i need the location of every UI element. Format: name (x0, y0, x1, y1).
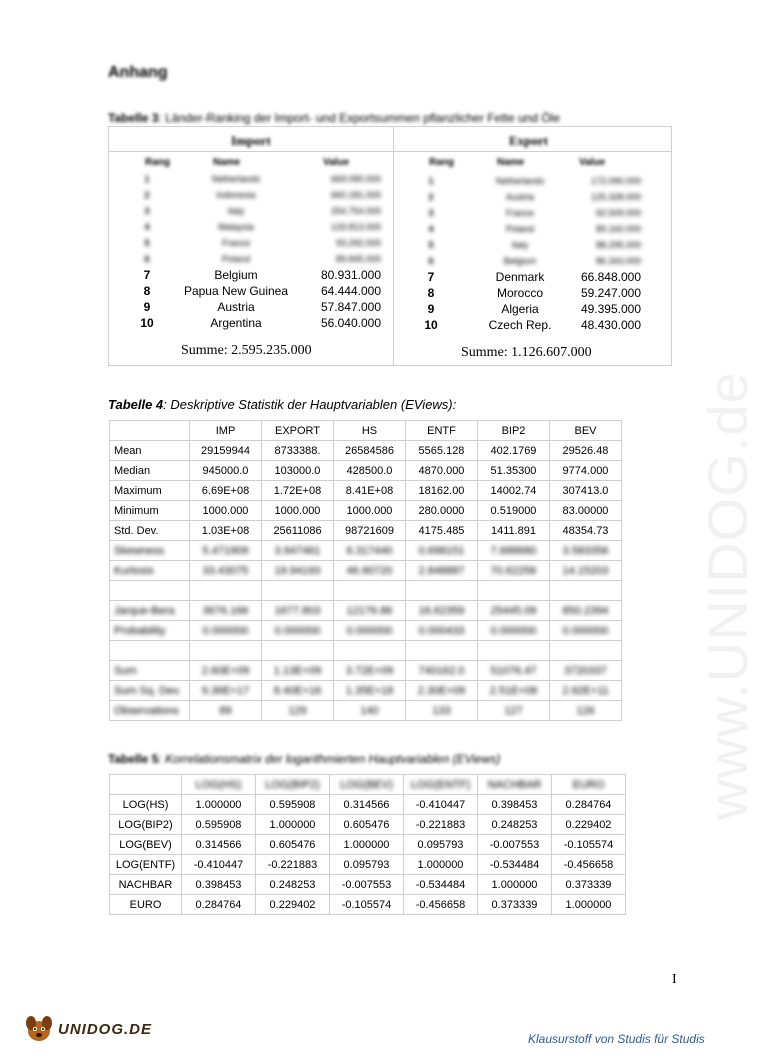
empty-cell (406, 581, 478, 601)
table-cell: 89 (190, 701, 262, 721)
table-row (110, 815, 626, 835)
column-header: LOG(ENTF) (404, 775, 478, 795)
table-cell: 2.92E+11 (550, 681, 622, 701)
table-cell: 0.605476 (256, 835, 330, 855)
table-cell: 2.30E+09 (406, 681, 478, 701)
empty-cell (190, 641, 262, 661)
table-cell: 0.000000 (478, 621, 550, 641)
table-cell: 126 (550, 701, 622, 721)
empty-cell (550, 641, 622, 661)
table-cell: -0.410447 (404, 795, 478, 815)
table-row (110, 855, 626, 875)
table-cell: 140 (334, 701, 406, 721)
table-cell: 1.000000 (182, 795, 256, 815)
export-value: 86.343.000 (595, 256, 641, 266)
import-rank: 7 (143, 268, 151, 282)
table4-caption (108, 397, 456, 412)
row-label: Std. Dev. (110, 521, 190, 541)
column-header: BIP2 (478, 421, 550, 441)
import-col-name: Name (213, 157, 241, 168)
table-cell: -0.221883 (256, 855, 330, 875)
table4-descriptive-stats (109, 420, 622, 721)
table-row (110, 521, 622, 541)
import-value: 93.292.000 (335, 238, 381, 248)
import-value: 57.847.000 (320, 300, 381, 314)
table-cell: 133 (406, 701, 478, 721)
table-cell: 0.398453 (478, 795, 552, 815)
import-name: France (221, 238, 250, 248)
table-cell: -0.456658 (404, 895, 478, 915)
export-rank: 5 (428, 240, 434, 250)
table-cell: 19.94193 (262, 561, 334, 581)
table-cell: -0.221883 (404, 815, 478, 835)
table-cell: 26584586 (334, 441, 406, 461)
row-label: LOG(BEV) (110, 835, 182, 855)
row-label: Sum (110, 661, 190, 681)
import-col-rank: Rang (145, 157, 170, 168)
import-rank: 5 (144, 238, 150, 248)
table-cell: 0.284764 (182, 895, 256, 915)
import-rank: 1 (144, 174, 150, 184)
table-cell: 4175.485 (406, 521, 478, 541)
table-cell: 12176.86 (334, 601, 406, 621)
export-value: 92.509.000 (595, 208, 641, 218)
table-cell: 98721609 (334, 521, 406, 541)
import-value: 669.090.000 (330, 174, 381, 184)
table-cell: 0.000000 (190, 621, 262, 641)
table-cell: 29159944 (190, 441, 262, 461)
export-col-value: Value (579, 157, 606, 168)
table-cell: 25445.09 (478, 601, 550, 621)
table-cell: 280.0000 (406, 501, 478, 521)
export-name: Morocco (496, 286, 543, 300)
import-name: Netherlands (211, 174, 261, 184)
table-cell: 850.2394 (550, 601, 622, 621)
table-cell: 70.62256 (478, 561, 550, 581)
import-header-rule (109, 151, 393, 152)
import-rank: 2 (144, 190, 150, 200)
table-cell: 1677.803 (262, 601, 334, 621)
table-cell: 0.000433 (406, 621, 478, 641)
export-rank: 7 (427, 270, 435, 284)
import-name: Austria (217, 300, 255, 314)
import-value: 80.931.000 (320, 268, 381, 282)
table-cell: 9774.000 (550, 461, 622, 481)
table-cell: 1000.000 (262, 501, 334, 521)
table-cell: 0.698151 (406, 541, 478, 561)
table-row (110, 601, 622, 621)
row-label: Kurtosis (110, 561, 190, 581)
export-col-rank: Rang (429, 157, 454, 168)
import-rank: 9 (143, 300, 151, 314)
import-name: Indonesia (216, 190, 256, 200)
logo-text: UNIDOG.DE (58, 1020, 153, 1038)
table-row (110, 895, 626, 915)
column-header: EURO (552, 775, 626, 795)
export-rank: 8 (427, 286, 435, 300)
table-cell: -0.534484 (478, 855, 552, 875)
column-header: LOG(HS) (182, 775, 256, 795)
row-label: Observations (110, 701, 190, 721)
export-title: Export (509, 133, 548, 148)
empty-cell (406, 641, 478, 661)
import-name: Argentina (210, 316, 262, 330)
export-name: Austria (505, 192, 534, 202)
table-header-row (110, 421, 622, 441)
export-name: Denmark (495, 270, 545, 284)
table-cell: 5.471909 (190, 541, 262, 561)
table-cell: -0.105574 (330, 895, 404, 915)
table-cell: 0.000000 (334, 621, 406, 641)
export-rank: 6 (428, 256, 434, 266)
table-cell: 428500.0 (334, 461, 406, 481)
table-row (110, 481, 622, 501)
table-cell: 127 (478, 701, 550, 721)
export-name: Poland (505, 224, 535, 234)
empty-cell (334, 641, 406, 661)
table-cell: 16.62359 (406, 601, 478, 621)
table-cell: 1411.891 (478, 521, 550, 541)
row-label: Sum Sq. Dev. (110, 681, 190, 701)
table-cell: 402.1769 (478, 441, 550, 461)
import-name: Poland (221, 254, 251, 264)
table-cell: 1000.000 (190, 501, 262, 521)
watermark: www.UNIDOG.de (696, 371, 759, 820)
export-value: 125.328.000 (590, 192, 641, 202)
table-cell: 9.36E+17 (190, 681, 262, 701)
import-name: Italy (227, 206, 245, 216)
export-col-name: Name (497, 157, 525, 168)
page-number: I (672, 972, 677, 987)
table3-box (108, 126, 672, 366)
table-cell: 0.373339 (552, 875, 626, 895)
column-header: EXPORT (262, 421, 334, 441)
table-cell: -0.007553 (330, 875, 404, 895)
row-label: Mean (110, 441, 190, 461)
table-cell: 740162.0 (406, 661, 478, 681)
table-cell: 3720337 (550, 661, 622, 681)
table-cell: 0.284764 (552, 795, 626, 815)
table-cell: 0.373339 (478, 895, 552, 915)
row-label: LOG(HS) (110, 795, 182, 815)
import-rank: 8 (143, 284, 151, 298)
table-cell: 2.60E+09 (190, 661, 262, 681)
table-cell: 307413.0 (550, 481, 622, 501)
table-cell: 18162.00 (406, 481, 478, 501)
table-cell: 2.51E+08 (478, 681, 550, 701)
table3-divider (393, 127, 394, 365)
export-name: Netherlands (495, 176, 545, 186)
table-cell: 0.519000 (478, 501, 550, 521)
column-header: BEV (550, 421, 622, 441)
table-row (110, 875, 626, 895)
table-cell: 1.13E+09 (262, 661, 334, 681)
table-cell: 51076.47 (478, 661, 550, 681)
export-value: 48.430.000 (580, 318, 641, 332)
table-cell: 8733388. (262, 441, 334, 461)
export-header-rule (394, 151, 671, 152)
column-header: NACHBAR (478, 775, 552, 795)
table4-caption-text: : Deskriptive Statistik der Hauptvariablen (EViews): (163, 397, 457, 412)
export-name: Czech Rep. (488, 318, 552, 332)
table3-caption-label: Tabelle 3 (108, 111, 159, 125)
table-cell: 0.398453 (182, 875, 256, 895)
import-rank: 3 (144, 206, 150, 216)
import-value: 64.444.000 (320, 284, 381, 298)
table-row (110, 795, 626, 815)
column-header (110, 421, 190, 441)
export-rank: 2 (428, 192, 434, 202)
table-cell: 1.03E+08 (190, 521, 262, 541)
table-cell: 6.69E+08 (190, 481, 262, 501)
import-name: Malaysia (218, 222, 254, 232)
table-cell: 83.00000 (550, 501, 622, 521)
import-value: 89.845.000 (335, 254, 381, 264)
import-rank: 4 (144, 222, 150, 232)
table-cell: 8.40E+16 (262, 681, 334, 701)
table-cell: 6.317440 (334, 541, 406, 561)
table-row (110, 541, 622, 561)
column-header: ENTF (406, 421, 478, 441)
table5-caption-label: Tabelle 5 (108, 752, 159, 766)
export-sum: Summe: 1.126.607.000 (461, 345, 592, 360)
export-rank: 10 (424, 318, 438, 332)
import-title: Import (231, 133, 271, 148)
table-cell: 0.605476 (330, 815, 404, 835)
import-col-value: Value (323, 157, 350, 168)
table-cell: 46.90720 (334, 561, 406, 581)
table-cell: 8.41E+08 (334, 481, 406, 501)
import-value: 133.813.000 (330, 222, 381, 232)
table-cell: 945000.0 (190, 461, 262, 481)
table-cell: -0.410447 (182, 855, 256, 875)
table-cell: 25611086 (262, 521, 334, 541)
export-value: 88.295.000 (595, 240, 641, 250)
column-header (110, 775, 182, 795)
row-label: Skewness (110, 541, 190, 561)
table-header-row (110, 775, 626, 795)
export-name: Belgium (503, 256, 537, 266)
row-label: Probability (110, 621, 190, 641)
table-cell: 48354.73 (550, 521, 622, 541)
table-cell: 0.595908 (256, 795, 330, 815)
table-cell: 0.229402 (552, 815, 626, 835)
table-cell: 1.72E+08 (262, 481, 334, 501)
table5-correlation-matrix (109, 774, 626, 915)
table-cell: -0.105574 (552, 835, 626, 855)
empty-cell (110, 581, 190, 601)
export-value: 59.247.000 (580, 286, 641, 300)
table-cell: 1.000000 (256, 815, 330, 835)
export-rank: 4 (428, 224, 434, 234)
table-row (110, 621, 622, 641)
export-rank: 3 (428, 208, 434, 218)
table-cell: 14002.74 (478, 481, 550, 501)
import-value: 56.040.000 (320, 316, 381, 330)
row-label: NACHBAR (110, 875, 182, 895)
table-row (110, 461, 622, 481)
empty-cell (334, 581, 406, 601)
row-label: Jarque-Bera (110, 601, 190, 621)
table-cell: 0.095793 (330, 855, 404, 875)
import-sum: Summe: 2.595.235.000 (181, 343, 312, 358)
table-cell: 3676.166 (190, 601, 262, 621)
import-rank: 10 (140, 316, 154, 330)
row-label: LOG(BIP2) (110, 815, 182, 835)
dog-logo-icon (22, 1014, 56, 1044)
table-cell: 0.095793 (404, 835, 478, 855)
unidog-logo[interactable] (22, 1014, 152, 1044)
table-cell: 1.000000 (552, 895, 626, 915)
table-cell: 33.43075 (190, 561, 262, 581)
export-value: 89.160.000 (595, 224, 641, 234)
export-rank: 9 (427, 302, 435, 316)
column-header: LOG(BEV) (330, 775, 404, 795)
table-cell: 129 (262, 701, 334, 721)
table-cell: 3.583356 (550, 541, 622, 561)
import-name: Papua New Guinea (183, 284, 289, 298)
column-header: LOG(BIP2) (256, 775, 330, 795)
table-cell: 0.248253 (256, 875, 330, 895)
table-cell: 1.000000 (478, 875, 552, 895)
table-row (110, 441, 622, 461)
spacer-row (110, 641, 622, 661)
empty-cell (550, 581, 622, 601)
row-label: Median (110, 461, 190, 481)
table-row (110, 661, 622, 681)
section-heading: Anhang (108, 64, 168, 81)
table-cell: 5565.128 (406, 441, 478, 461)
table5-caption (108, 752, 500, 766)
import-value: 254.754.000 (330, 206, 381, 216)
table-cell: 1.35E+18 (334, 681, 406, 701)
table-cell: 1.000000 (404, 855, 478, 875)
table-cell: 103000.0 (262, 461, 334, 481)
empty-cell (262, 581, 334, 601)
row-label: LOG(ENTF) (110, 855, 182, 875)
table-cell: 0.595908 (182, 815, 256, 835)
table-row (110, 701, 622, 721)
table-cell: 14.15203 (550, 561, 622, 581)
table-cell: 4870.000 (406, 461, 478, 481)
table5-caption-text: : Korrelationsmatrix der logarithmierten Hauptvariablen (EViews) (158, 752, 501, 766)
table-row (110, 681, 622, 701)
table-cell: 3.947461 (262, 541, 334, 561)
empty-cell (478, 641, 550, 661)
table-row (110, 835, 626, 855)
import-rank: 6 (144, 254, 150, 264)
export-rank: 1 (428, 176, 434, 186)
empty-cell (262, 641, 334, 661)
row-label: Minimum (110, 501, 190, 521)
table-cell: 0.000000 (262, 621, 334, 641)
import-value: 660.181.000 (330, 190, 381, 200)
empty-cell (110, 641, 190, 661)
table-cell: 0.314566 (182, 835, 256, 855)
column-header: HS (334, 421, 406, 441)
empty-cell (478, 581, 550, 601)
table4-caption-label: Tabelle 4 (108, 397, 164, 412)
table-cell: 51.35300 (478, 461, 550, 481)
export-name: Algeria (501, 302, 539, 316)
table-cell: 2.848887 (406, 561, 478, 581)
table-cell: 0.229402 (256, 895, 330, 915)
table-cell: -0.456658 (552, 855, 626, 875)
table-cell: 3.72E+09 (334, 661, 406, 681)
table-cell: 0.248253 (478, 815, 552, 835)
table-cell: -0.534484 (404, 875, 478, 895)
table-cell: 0.000000 (550, 621, 622, 641)
export-name: France (505, 208, 534, 218)
table-cell: 29526.48 (550, 441, 622, 461)
footer-tagline: Klausurstoff von Studis für Studis (528, 1032, 705, 1046)
export-value: 49.395.000 (580, 302, 641, 316)
table-row (110, 501, 622, 521)
table-row (110, 561, 622, 581)
export-value: 172.090.000 (590, 176, 641, 186)
table-cell: 1.000000 (330, 835, 404, 855)
table3-caption-text: : Länder-Ranking der Import- und Exportsummen pflanzlicher Fette und Öle (158, 111, 560, 125)
export-name: Italy (511, 240, 529, 250)
spacer-row (110, 581, 622, 601)
table-cell: 1000.000 (334, 501, 406, 521)
export-value: 66.848.000 (580, 270, 641, 284)
import-name: Belgium (214, 268, 258, 282)
row-label: Maximum (110, 481, 190, 501)
table-cell: 0.314566 (330, 795, 404, 815)
table-cell: -0.007553 (478, 835, 552, 855)
row-label: EURO (110, 895, 182, 915)
table3-caption (108, 111, 560, 125)
column-header: IMP (190, 421, 262, 441)
empty-cell (190, 581, 262, 601)
table-cell: 7.688680 (478, 541, 550, 561)
